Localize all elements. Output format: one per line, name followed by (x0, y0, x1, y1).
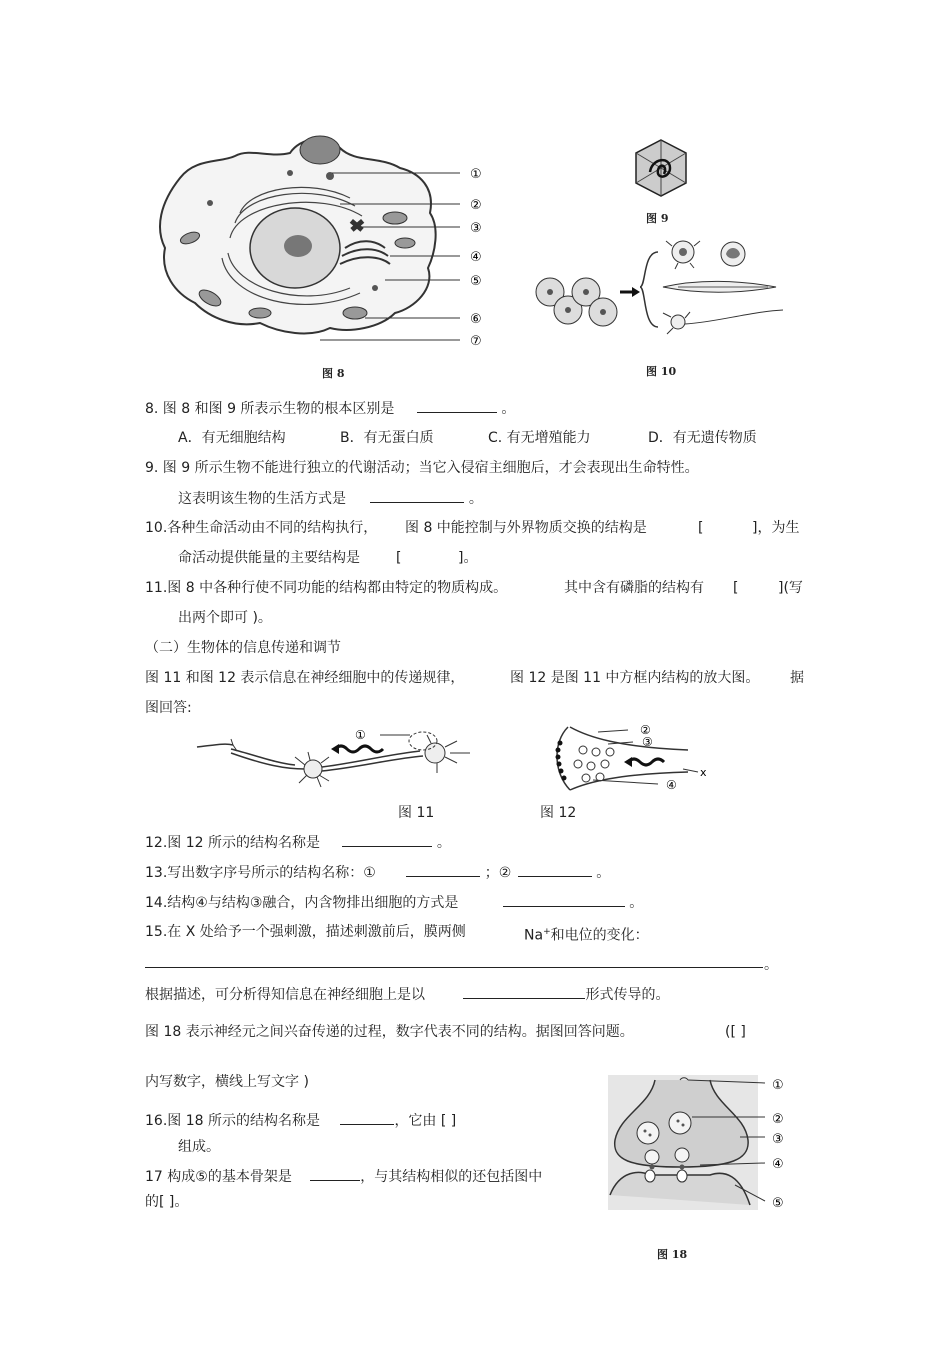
q9-answer-blank[interactable] (370, 488, 464, 503)
q8-option-c[interactable]: C. 有无增殖能力 (488, 430, 591, 446)
fig18-label-2: ② (772, 1112, 784, 1127)
fig8-label-6: ⑥ (470, 312, 482, 327)
figure-9-virus (630, 138, 692, 198)
q8-stem (145, 398, 515, 419)
q13-text: 13.写出数字序号所示的结构名称：① (145, 865, 376, 881)
q9-text-end: 。 (468, 491, 483, 507)
q10-bracket-open-1[interactable]: [ (698, 520, 704, 536)
q17-text-end: ，与其结构相似的还包括图中 (360, 1169, 543, 1185)
q17-stem (145, 1166, 542, 1187)
q15-conclusion-text: 根据描述，可分析得知信息在神经细胞上是以 (145, 987, 425, 1003)
q15-answer-end: 。 (764, 957, 778, 973)
figure-11-neurons (195, 725, 480, 790)
q10-line1-b: 图 8 中能控制与外界物质交换的结构是 (405, 520, 647, 536)
fig18-label-4: ④ (772, 1157, 784, 1172)
q10-line2-c: ]。 (458, 550, 478, 566)
fig8-label-7: ⑦ (470, 334, 482, 349)
q11-line1-d: ](写 (778, 580, 803, 596)
section2-intro-b: 图 12 是图 11 中方框内结构的放大图。 (510, 670, 760, 686)
fig11-caption: 图 11 (398, 805, 435, 821)
fig12-label-2: ② (640, 723, 651, 737)
q15-stem-a: 15.在 X 处给予一个强刺激，描述刺激前后，膜两侧 (145, 924, 466, 940)
fig18-caption: 图 18 (657, 1248, 688, 1261)
q12-answer-blank[interactable] (342, 832, 432, 847)
figure-18-synapse (600, 1075, 800, 1215)
fig12-caption: 图 12 (540, 805, 577, 821)
q14-text: 14.结构④与结构③融合，内含物排出细胞的方式是 (145, 895, 459, 911)
section2-intro-2: 图回答: (145, 700, 192, 716)
fig12-label-x: x (700, 766, 707, 779)
fig8-label-4: ④ (470, 250, 482, 265)
q8-text-end: 。 (501, 401, 516, 417)
fig8-label-1: ① (470, 167, 482, 182)
q12-text: 12.图 12 所示的结构名称是 (145, 835, 320, 851)
figure-12-synapse-terminal (548, 722, 718, 794)
q13-stem (145, 862, 610, 883)
q14-stem (145, 892, 643, 913)
q10-line1-d: ]，为生 (752, 520, 800, 536)
q12-text-end: 。 (436, 835, 451, 851)
q10-line1-a: 10.各种生命活动由不同的结构执行， (145, 520, 378, 536)
q16-stem (145, 1110, 456, 1131)
figure-10-differentiation (528, 232, 788, 342)
q8-option-b[interactable]: B．有无蛋白质 (340, 430, 434, 446)
fig8-label-5: ⑤ (470, 274, 482, 289)
q14-answer-blank[interactable] (503, 892, 625, 907)
fig8-label-3: ③ (470, 221, 482, 236)
q15-stem-b (524, 922, 649, 946)
q11-line1-b: 其中含有磷脂的结构有 (564, 580, 704, 596)
q15-na-sup: + (543, 927, 551, 937)
q8-answer-blank[interactable] (417, 398, 497, 413)
q9-line2 (178, 488, 483, 509)
q16-line2: 组成。 (178, 1139, 220, 1155)
q11-line2: 出两个即可 )。 (178, 610, 272, 626)
fig18-label-3: ③ (772, 1132, 784, 1147)
q15-na-text: Na (524, 927, 544, 944)
q8-text: 8. 图 8 和图 9 所表示生物的根本区别是 (145, 401, 395, 417)
q13-text-mid: ；② (484, 865, 512, 881)
q17-answer-blank[interactable] (310, 1166, 360, 1181)
q15-conclusion-blank[interactable] (463, 984, 585, 999)
q16-text: 16.图 18 所示的结构名称是 (145, 1113, 320, 1129)
q13-text-end: 。 (596, 865, 611, 881)
fig18-label-5: ⑤ (772, 1196, 784, 1211)
q8-option-a[interactable]: A．有无细胞结构 (178, 430, 286, 446)
q9-line1: 9. 图 9 所示生物不能进行独立的代谢活动；当它入侵宿主细胞后，才会表现出生命特性。 (145, 460, 699, 476)
intro18-line2: 内写数字，横线上写文字 ) (145, 1074, 309, 1090)
q10-line2-a: 命活动提供能量的主要结构是 (178, 550, 360, 566)
q15-answer-line[interactable] (145, 967, 763, 968)
q15-conclusion (145, 984, 669, 1005)
q17-text: 17 构成⑤的基本骨架是 (145, 1169, 292, 1185)
fig12-label-4: ④ (666, 778, 677, 792)
intro18-line1-b: ([ ] (725, 1024, 746, 1040)
q13-answer-blank-1[interactable] (406, 862, 480, 877)
section2-intro-c: 据 (790, 670, 804, 686)
q16-answer-blank[interactable] (340, 1110, 394, 1125)
q13-answer-blank-2[interactable] (518, 862, 592, 877)
figure-8-cell-diagram (150, 128, 500, 363)
q10-bracket-open-2[interactable]: [ (396, 550, 402, 566)
q9-text: 这表明该生物的生活方式是 (178, 491, 346, 507)
section2-intro-a: 图 11 和图 12 表示信息在神经细胞中的传递规律， (145, 670, 465, 686)
q14-text-end: 。 (629, 895, 644, 911)
intro18-line1-a: 图 18 表示神经元之间兴奋传递的过程，数字代表不同的结构。据图回答问题。 (145, 1024, 634, 1040)
q12-stem (145, 832, 451, 853)
q15-conclusion-end: 形式传导的。 (585, 987, 670, 1003)
fig12-label-3: ③ (642, 735, 653, 749)
fig9-caption: 图 9 (646, 212, 669, 225)
q11-bracket-open[interactable]: [ (733, 580, 739, 596)
fig10-caption: 图 10 (646, 365, 677, 378)
section2-title: （二）生物体的信息传递和调节 (145, 640, 341, 656)
q16-text-end[interactable]: ，它由 [ ] (394, 1113, 457, 1129)
q17-line2[interactable]: 的[ ]。 (145, 1194, 189, 1210)
q11-line1-a: 11.图 8 中各种行使不同功能的结构都由特定的物质构成。 (145, 580, 508, 596)
fig8-label-2: ② (470, 198, 482, 213)
q15-text-end: 和电位的变化： (550, 927, 649, 944)
fig18-label-1: ① (772, 1078, 784, 1093)
fig8-caption: 图 8 (322, 367, 345, 380)
q8-option-d[interactable]: D．有无遗传物质 (648, 430, 757, 446)
fig11-label-1: ① (355, 728, 366, 742)
